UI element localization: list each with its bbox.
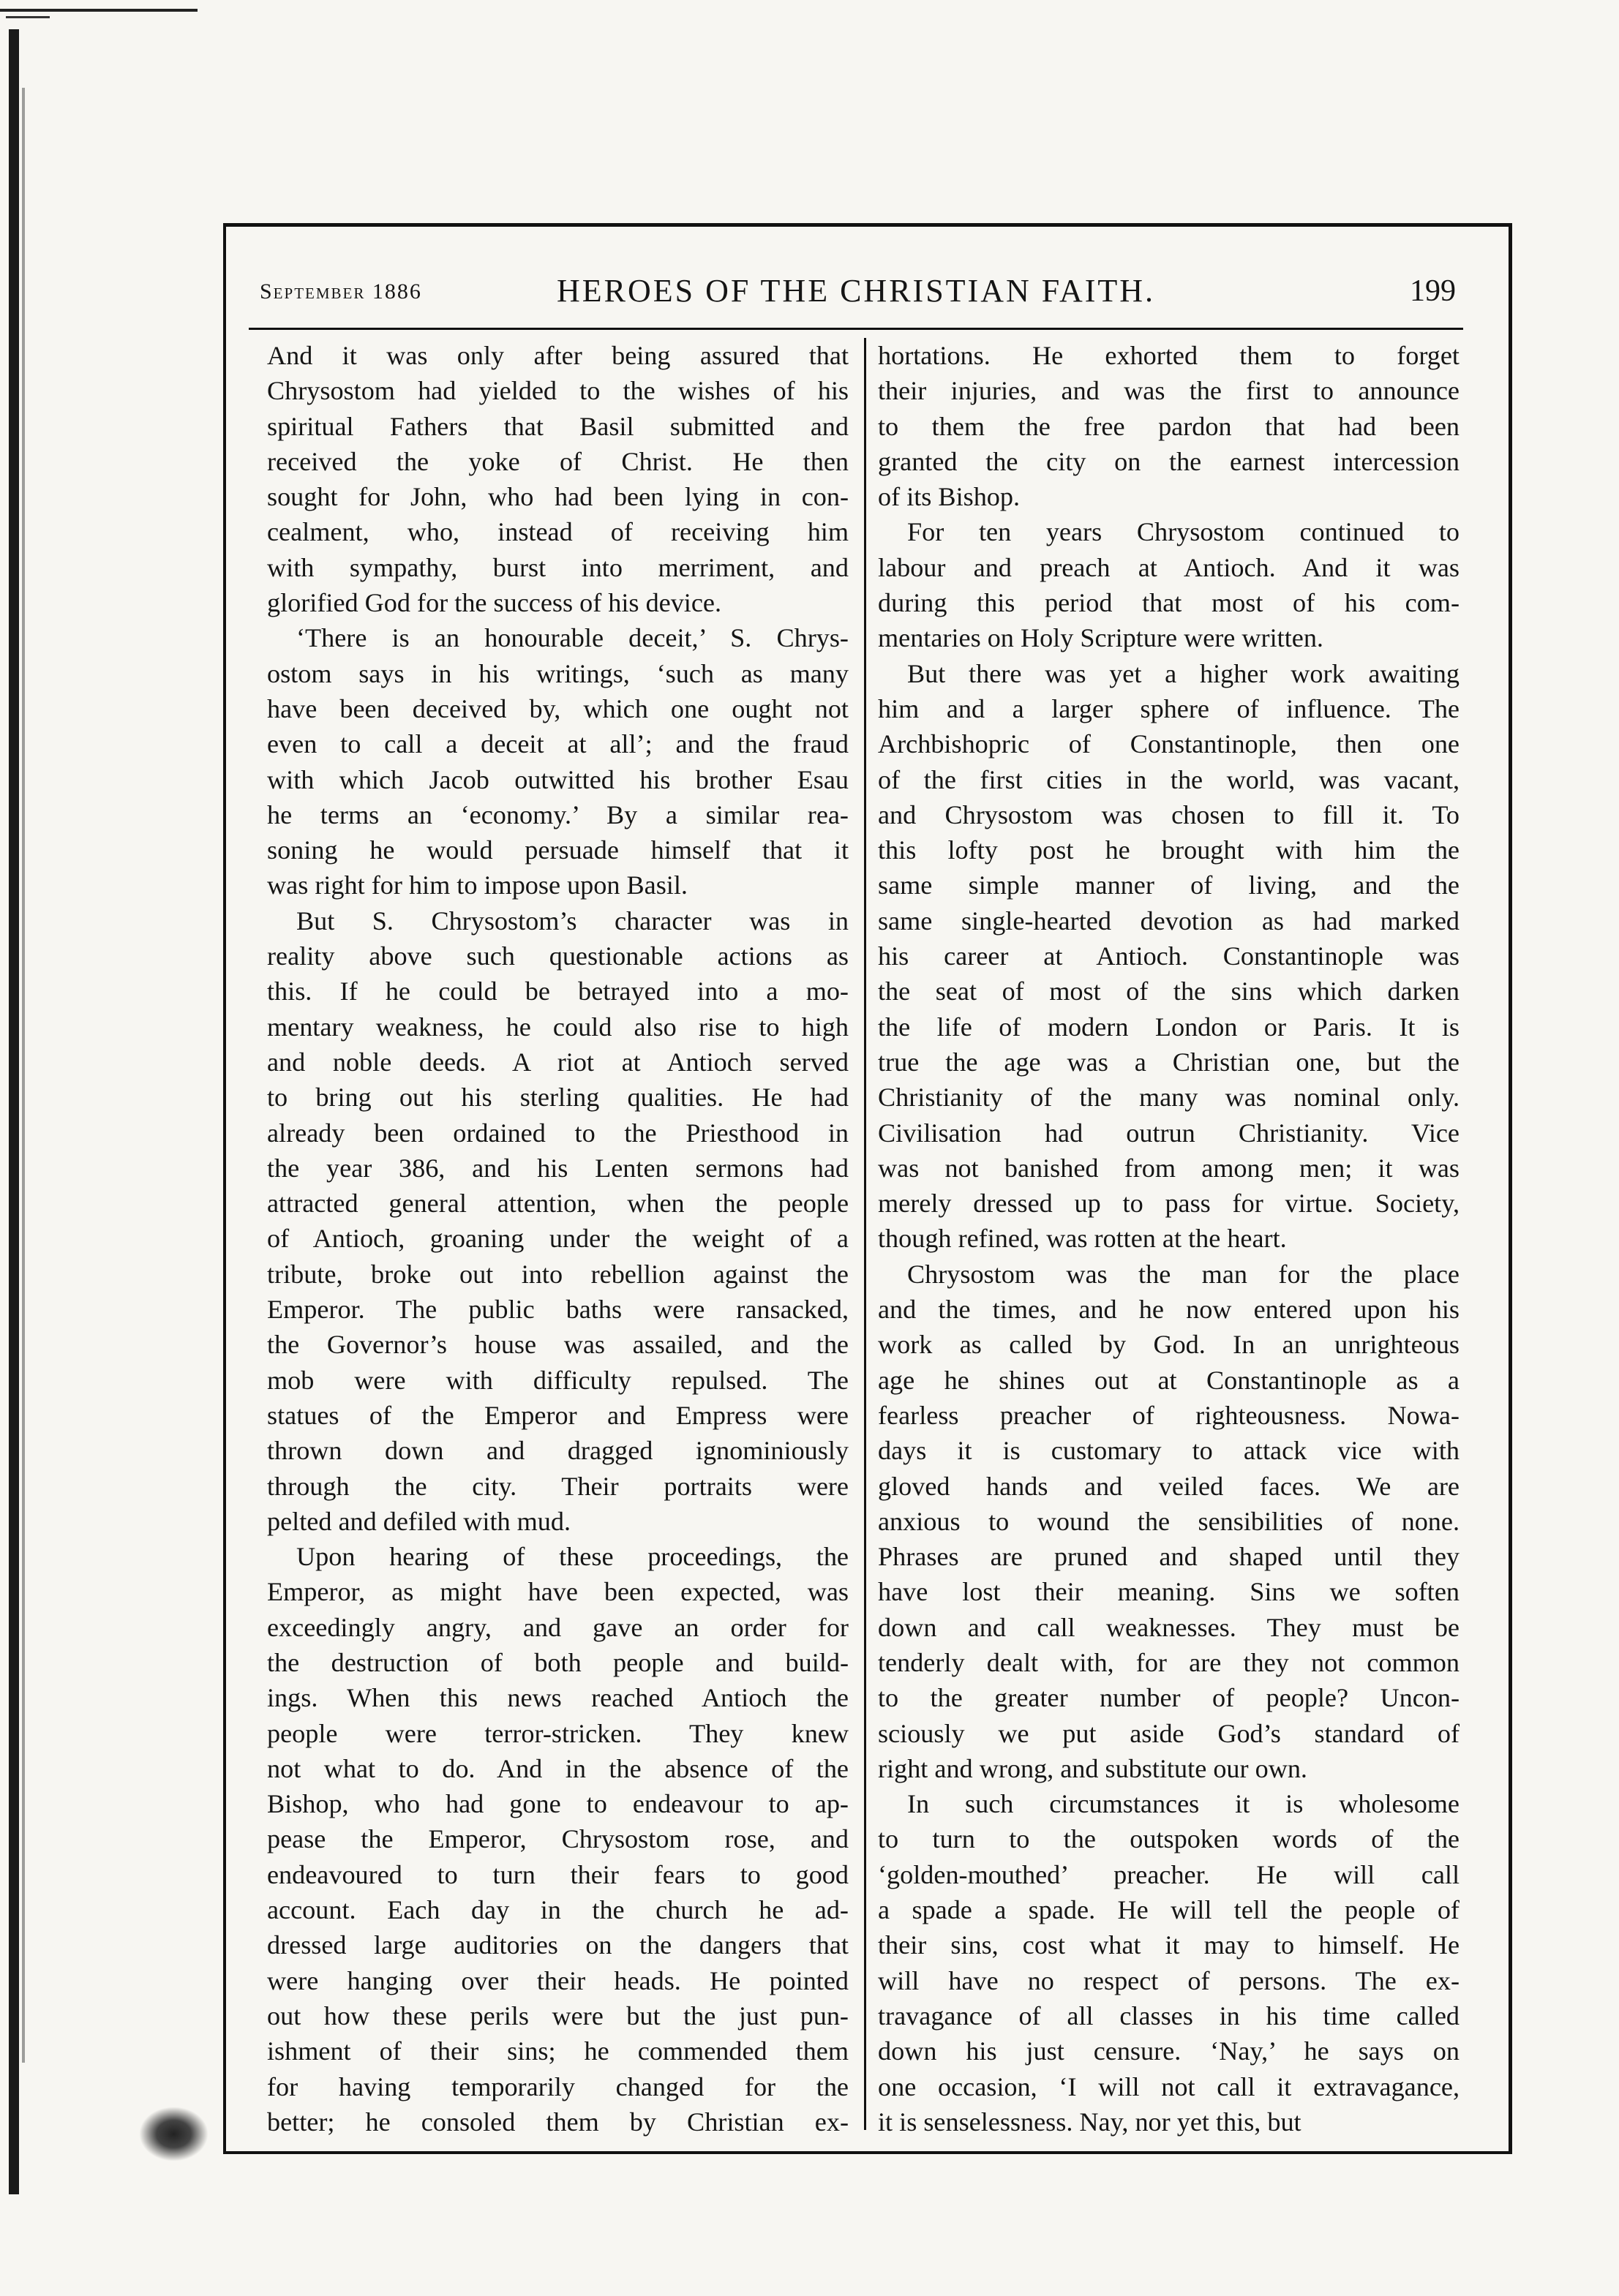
text-line: during this period that most of his com- <box>878 588 1460 618</box>
text-line: days it is customary to attack vice with <box>878 1436 1460 1466</box>
text-line: the seat of most of the sins which darken <box>878 976 1460 1006</box>
text-line: the year 386, and his Lenten sermons had <box>267 1153 849 1183</box>
text-line: gloved hands and veiled faces. We are <box>878 1471 1460 1501</box>
binding-shadow <box>22 88 25 2063</box>
text-line: this. If he could be betrayed into a mo- <box>267 976 849 1006</box>
text-line: endeavoured to turn their fears to good <box>267 1859 849 1889</box>
text-line: and noble deeds. A riot at Antioch served <box>267 1047 849 1077</box>
text-line: Bishop, who had gone to endeavour to ap- <box>267 1789 849 1819</box>
text-line: of the first cities in the world, was vacant, <box>878 764 1460 794</box>
header-title: HEROES OF THE CHRISTIAN FAITH. <box>556 273 1156 309</box>
text-line: tribute, broke out into rebellion against the <box>267 1259 849 1289</box>
paragraph <box>267 338 849 620</box>
scan-mark <box>0 9 198 12</box>
text-line: sciously we put aside God’s standard of <box>878 1718 1460 1748</box>
text-line: dressed large auditories on the dangers that <box>267 1930 849 1960</box>
text-line: were hanging over their heads. He pointed <box>267 1965 849 1995</box>
text-line: age he shines out at Constantinople as a <box>878 1365 1460 1395</box>
scan-mark <box>6 16 50 18</box>
text-line: out how these perils were but the just pun- <box>267 2000 849 2030</box>
binding-edge <box>9 29 19 2194</box>
text-line: with which Jacob outwitted his brother Esau <box>267 764 849 794</box>
text-line: through the city. Their portraits were <box>267 1471 849 1501</box>
text-line: not what to do. And in the absence of the <box>267 1753 849 1783</box>
text-line: this lofty post he brought with him the <box>878 835 1460 865</box>
text-line: account. Each day in the church he ad- <box>267 1895 849 1925</box>
text-line: and Chrysostom was chosen to fill it. To <box>878 799 1460 829</box>
text-line: attracted general attention, when the people <box>267 1189 849 1219</box>
text-line: But S. Chrysostom’s character was in <box>296 906 849 936</box>
running-head <box>249 269 1463 320</box>
text-line: mob were with difficulty repulsed. The <box>267 1365 849 1395</box>
text-line: pease the Emperor, Chrysostom rose, and <box>267 1824 849 1854</box>
text-line: was not banished from among men; it was <box>878 1153 1460 1183</box>
text-line: Chrysostom was the man for the place <box>907 1259 1460 1289</box>
text-line: though refined, was rotten at the heart. <box>878 1224 1287 1254</box>
left-column <box>267 338 849 2139</box>
text-line: to them the free pardon that had been <box>878 411 1460 441</box>
page-number: 199 <box>1410 274 1456 308</box>
text-line: even to call a deceit at all’; and the fraud <box>267 729 849 759</box>
text-line: Chrysostom had yielded to the wishes of his <box>267 376 849 406</box>
text-line: down and call weaknesses. They must be <box>878 1612 1460 1642</box>
text-line: ings. When this news reached Antioch the <box>267 1683 849 1713</box>
paragraph <box>878 656 1460 1257</box>
text-line: glorified God for the success of his device. <box>267 588 722 618</box>
text-line: of Antioch, groaning under the weight of a <box>267 1224 849 1254</box>
header-rule <box>249 328 1463 330</box>
text-line: ‘golden-mouthed’ preacher. He will call <box>878 1859 1460 1889</box>
text-line: spiritual Fathers that Basil submitted and <box>267 411 849 441</box>
text-line: travagance of all classes in his time called <box>878 2000 1460 2030</box>
text-line: the Governor’s house was assailed, and the <box>267 1330 849 1360</box>
text-line: Emperor, as might have been expected, was <box>267 1577 849 1607</box>
text-line: true the age was a Christian one, but the <box>878 1047 1460 1077</box>
text-line: Upon hearing of these proceedings, the <box>296 1542 849 1572</box>
paragraph <box>267 903 849 1539</box>
text-line: have been deceived by, which one ought not <box>267 693 849 723</box>
text-line: And it was only after being assured that <box>267 341 849 370</box>
text-line: sought for John, who had been lying in con- <box>267 482 849 512</box>
text-line: a spade a spade. He will tell the people of <box>878 1895 1460 1925</box>
text-line: ishment of their sins; he commended them <box>267 2036 849 2066</box>
paragraph <box>267 620 849 903</box>
right-column <box>878 338 1460 2139</box>
paragraph <box>878 514 1460 655</box>
header-date: September 1886 <box>260 279 422 304</box>
text-line: For ten years Chrysostom continued to <box>907 517 1460 547</box>
text-line: fearless preacher of righteousness. Nowa- <box>878 1400 1460 1430</box>
text-line: the destruction of both people and build- <box>267 1647 849 1677</box>
text-line: better; he consoled them by Christian ex- <box>267 2107 849 2137</box>
text-line: hortations. He exhorted them to forget <box>878 341 1460 370</box>
text-line: Christianity of the many was nominal only. <box>878 1083 1460 1113</box>
text-line: In such circumstances it is wholesome <box>907 1789 1460 1819</box>
paragraph <box>267 1539 849 2139</box>
text-line: to turn to the outspoken words of the <box>878 1824 1460 1854</box>
text-line: down his just censure. ‘Nay,’ he says on <box>878 2036 1460 2066</box>
text-line: ostom says in his writings, ‘such as many <box>267 658 849 688</box>
text-line: ‘There is an honourable deceit,’ S. Chrys- <box>296 623 849 653</box>
text-line: exceedingly angry, and gave an order for <box>267 1612 849 1642</box>
text-line: reality above such questionable actions as <box>267 941 849 971</box>
column-divider <box>864 338 866 2130</box>
text-line: his career at Antioch. Constantinople was <box>878 941 1460 971</box>
text-line: mentary weakness, he could also rise to high <box>267 1012 849 1042</box>
paragraph <box>878 1257 1460 1786</box>
ink-smudge <box>139 2107 209 2161</box>
text-line: the life of modern London or Paris. It is <box>878 1012 1460 1042</box>
text-line: with sympathy, burst into merriment, and <box>267 552 849 582</box>
text-line: But there was yet a higher work awaiting <box>907 658 1460 688</box>
text-line: Emperor. The public baths were ransacked, <box>267 1295 849 1325</box>
text-line: for having temporarily changed for the <box>267 2071 849 2101</box>
text-line: granted the city on the earnest intercession <box>878 446 1460 476</box>
text-line: to bring out his sterling qualities. He had <box>267 1083 849 1113</box>
paragraph <box>878 338 1460 514</box>
text-line: to the greater number of people? Uncon- <box>878 1683 1460 1713</box>
text-line: and the times, and he now entered upon his <box>878 1295 1460 1325</box>
text-line: one occasion, ‘I will not call it extravagance, <box>878 2071 1460 2101</box>
text-line: Civilisation had outrun Christianity. Vice <box>878 1118 1460 1148</box>
text-line: already been ordained to the Priesthood in <box>267 1118 849 1148</box>
text-line: Archbishopric of Constantinople, then one <box>878 729 1460 759</box>
text-line: cealment, who, instead of receiving him <box>267 517 849 547</box>
text-line: their injuries, and was the first to announce <box>878 376 1460 406</box>
text-line: right and wrong, and substitute our own. <box>878 1753 1307 1783</box>
text-line: labour and preach at Antioch. And it was <box>878 552 1460 582</box>
text-line: thrown down and dragged ignominiously <box>267 1436 849 1466</box>
text-line: him and a larger sphere of influence. The <box>878 693 1460 723</box>
text-line: same single-hearted devotion as had marked <box>878 906 1460 936</box>
text-line: will have no respect of persons. The ex- <box>878 1965 1460 1995</box>
text-line: tenderly dealt with, for are they not common <box>878 1647 1460 1677</box>
text-line: it is senselessness. Nay, nor yet this, but <box>878 2107 1301 2137</box>
text-line: people were terror-stricken. They knew <box>267 1718 849 1748</box>
text-line: he terms an ‘economy.’ By a similar rea- <box>267 799 849 829</box>
paragraph <box>878 1786 1460 2139</box>
text-line: statues of the Emperor and Empress were <box>267 1400 849 1430</box>
text-line: of its Bishop. <box>878 482 1021 512</box>
text-line: was right for him to impose upon Basil. <box>267 870 688 900</box>
text-line: soning he would persuade himself that it <box>267 835 849 865</box>
text-line: pelted and defiled with mud. <box>267 1506 571 1536</box>
text-line: Phrases are pruned and shaped until they <box>878 1542 1460 1572</box>
text-line: work as called by God. In an unrighteous <box>878 1330 1460 1360</box>
text-line: anxious to wound the sensibilities of none. <box>878 1506 1460 1536</box>
text-line: have lost their meaning. Sins we soften <box>878 1577 1460 1607</box>
text-line: same simple manner of living, and the <box>878 870 1460 900</box>
text-line: their sins, cost what it may to himself. He <box>878 1930 1460 1960</box>
text-line: mentaries on Holy Scripture were written. <box>878 623 1323 653</box>
text-line: received the yoke of Christ. He then <box>267 446 849 476</box>
text-line: merely dressed up to pass for virtue. Society, <box>878 1189 1460 1219</box>
